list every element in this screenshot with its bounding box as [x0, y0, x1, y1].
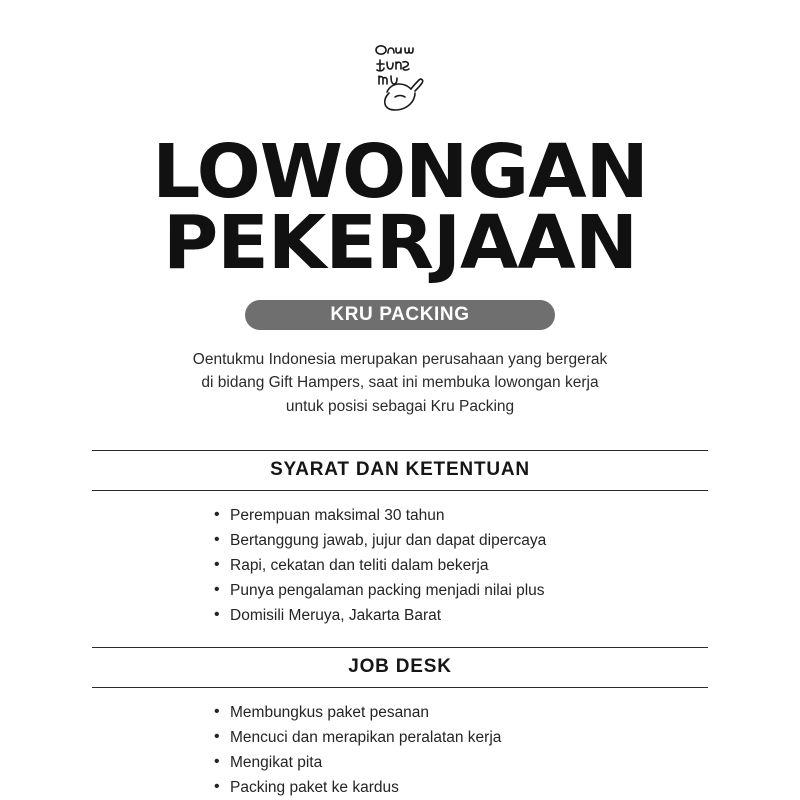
oentukmu-hand-logo [365, 40, 435, 112]
headline-line-1: LOWONGAN [152, 129, 648, 215]
intro-paragraph: Oentukmu Indonesia merupakan perusahaan yang bergerak di bidang Gift Hampers, saat ini membuka lowongan kerja untuk posisi sebagai Kru Packing [192, 350, 608, 415]
list-item: • Rapi, cekatan dan teliti dalam bekerja [214, 553, 708, 578]
page-title [92, 129, 708, 286]
list-item: • Perempuan maksimal 30 tahun [214, 503, 708, 528]
headline-line-2: PEKERJAAN [163, 199, 637, 286]
position-badge: KRU PACKING [245, 300, 555, 330]
section-jobdesk [92, 647, 708, 800]
section-requirements [92, 450, 708, 629]
list-item: • Domisili Meruya, Jakarta Barat [214, 603, 708, 628]
section-title-jobdesk: JOB DESK [92, 647, 708, 688]
requirements-list [92, 503, 708, 629]
section-title-requirements: SYARAT DAN KETENTUAN [92, 450, 708, 491]
jobdesk-list [92, 700, 708, 800]
list-item: • Packing paket ke kardus [214, 775, 708, 800]
list-item: • Membungkus paket pesanan [214, 700, 708, 725]
list-item: • Bertanggung jawab, jujur dan dapat dipercaya [214, 528, 708, 553]
list-item: • Mencuci dan merapikan peralatan kerja [214, 725, 708, 750]
list-item: • Mengikat pita [214, 750, 708, 775]
list-item: • Punya pengalaman packing menjadi nilai plus [214, 578, 708, 603]
